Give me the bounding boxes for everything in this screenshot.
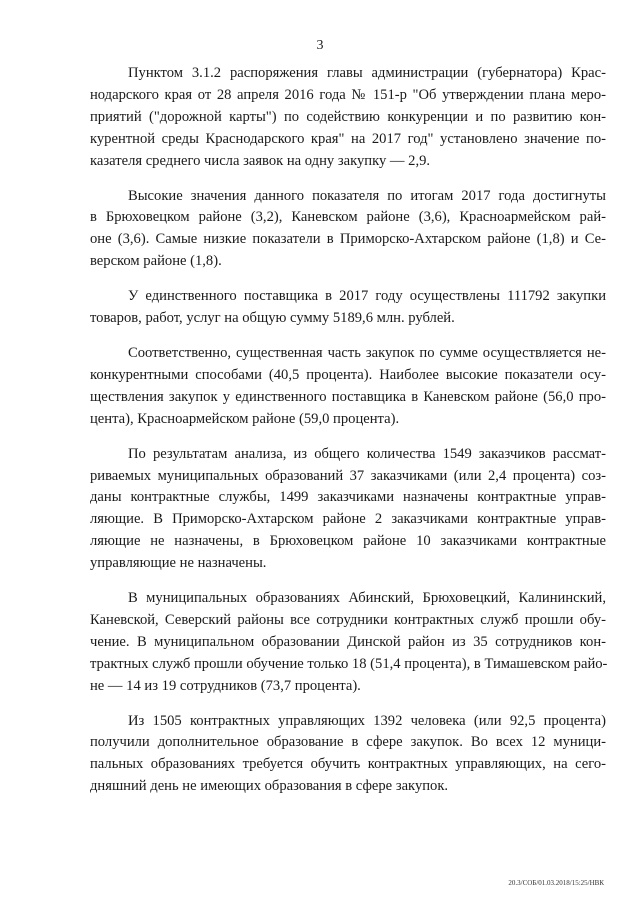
document-footer-code: 20.3/СОБ/01.03.2018/15:25/НВК xyxy=(508,879,604,887)
paragraph-line: ляющие не назначены, в Брюховецком районе 10 заказчиками контрактные xyxy=(90,533,606,550)
paragraph-line: чение. В муниципальном образовании Динской район из 35 сотрудников кон- xyxy=(90,633,606,650)
paragraph-line: дняшний день не имеющих образования в сфере закупок. xyxy=(90,778,449,795)
paragraph-line: Пунктом 3.1.2 распоряжения главы администрации (губернатора) Крас- xyxy=(128,65,606,81)
paragraph-line: В муниципальных образованиях Абинский, Брюховецкий, Калининский, xyxy=(128,590,606,607)
paragraph xyxy=(90,343,606,431)
paragraph-line: приятий ("дорожной карты") по содействию конкуренции и по развитию кон- xyxy=(90,108,606,125)
paragraph-line: Каневской, Северский районы все сотрудники контрактных служб прошли обу- xyxy=(90,611,606,628)
paragraph-line: оне (3,6). Самые низкие показатели в Приморско-Ахтарском районе (1,8) и Се- xyxy=(90,231,606,248)
paragraph xyxy=(90,63,606,173)
paragraph-line: даны контрактные службы, 1499 заказчиками назначены контрактные управ- xyxy=(90,489,606,506)
paragraph-line: По результатам анализа, из общего количества 1549 заказчиков рассмат- xyxy=(128,445,606,462)
document-body xyxy=(90,63,606,811)
paragraph-line: в Брюховецком районе (3,2), Каневском районе (3,6), Красноармейском рай- xyxy=(90,209,606,226)
paragraph-line: не — 14 из 19 сотрудников (73,7 процента). xyxy=(90,677,361,694)
paragraph-line: Высокие значения данного показателя по итогам 2017 года достигнуты xyxy=(128,187,606,204)
paragraph-line: получили дополнительное образование в сфере закупок. Во всех 12 муници- xyxy=(90,734,606,751)
paragraph-line: верском районе (1,8). xyxy=(90,253,222,270)
paragraph-line: конкурентными способами (40,5 процента). Наиболее высокие показатели осу- xyxy=(90,366,606,383)
paragraph-line: У единственного поставщика в 2017 году осуществлены 111792 закупки xyxy=(128,288,606,305)
page-number: 3 xyxy=(316,38,324,53)
paragraph-line: Соответственно, существенная часть закупок по сумме осуществляется не- xyxy=(128,344,606,361)
paragraph-line: ляющие. В Приморско-Ахтарском районе 2 заказчиками контрактные управ- xyxy=(90,511,606,528)
paragraph-line: нодарского края от 28 апреля 2016 года № 151-р "Об утверждении плана меро- xyxy=(90,86,606,103)
paragraph-line: казателя среднего числа заявок на одну закупку — 2,9. xyxy=(90,152,431,169)
paragraph-line: курентной среды Краснодарского края" на 2017 год" установлено значение по- xyxy=(90,130,606,147)
paragraph-line: трактных служб прошли обучение только 18 (51,4 процента), в Тимашевском райо- xyxy=(90,655,608,672)
paragraph-line: товаров, работ, услуг на общую сумму 5189,6 млн. рублей. xyxy=(90,310,455,327)
paragraph xyxy=(90,588,606,698)
paragraph-line: ществления закупок у единственного поставщика в Каневском районе (56,0 про- xyxy=(90,388,606,405)
paragraph xyxy=(90,186,606,274)
paragraph-line: пальных образованиях требуется обучить контрактных управляющих, на сего- xyxy=(90,756,606,773)
paragraph xyxy=(90,444,606,575)
paragraph-line: цента), Красноармейском районе (59,0 процента). xyxy=(90,410,400,427)
paragraph-line: управляющие не назначены. xyxy=(90,555,267,572)
paragraph-line: риваемых муниципальных образований 37 заказчиками (или 2,4 процента) соз- xyxy=(90,467,606,484)
paragraph-line: Из 1505 контрактных управляющих 1392 человека (или 92,5 процента) xyxy=(128,712,606,729)
paragraph xyxy=(90,286,606,330)
paragraph xyxy=(90,711,606,799)
